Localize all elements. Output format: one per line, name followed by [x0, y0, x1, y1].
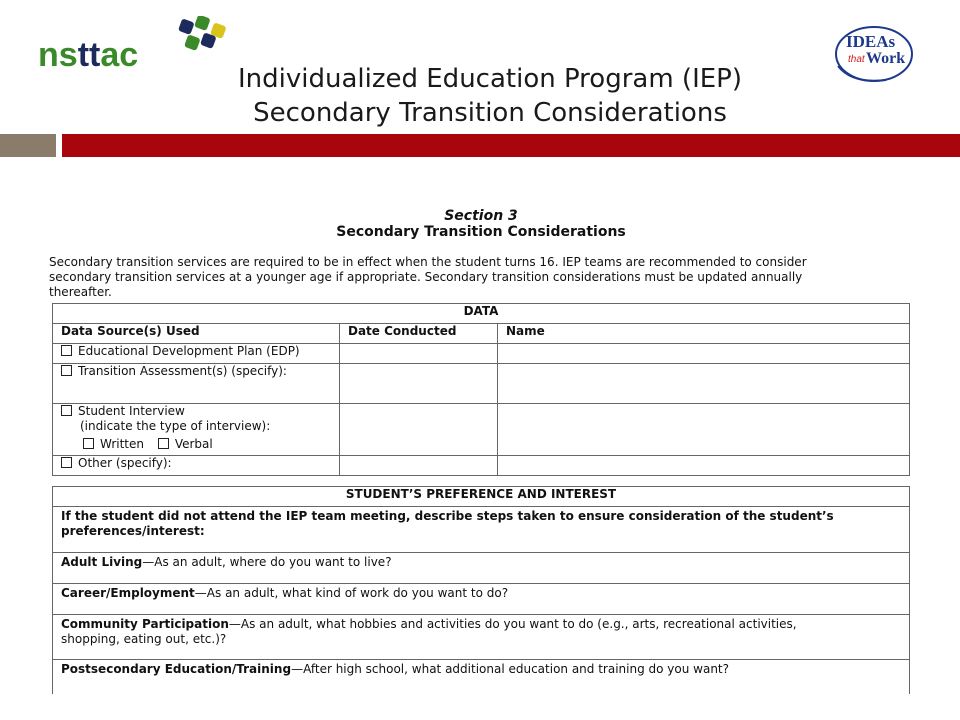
career-cell [53, 584, 910, 615]
section-intro [49, 255, 869, 300]
transition-label: Transition Assessment(s) (specify): [78, 364, 287, 378]
nsttac-logo-dots-icon [172, 16, 236, 52]
postsecondary-question: —After high school, what additional education and training do you want? [291, 662, 730, 676]
date-cell-other[interactable] [340, 456, 498, 476]
nsttac-logo [38, 38, 138, 72]
header-gray-bar [0, 134, 56, 157]
section-heading [52, 208, 910, 240]
preference-table [52, 486, 910, 694]
table-row[interactable] [53, 507, 910, 553]
table-row [53, 344, 910, 364]
interview-sub-label: (indicate the type of interview): [80, 419, 271, 433]
table-row[interactable] [53, 615, 910, 660]
postsecondary-cell [53, 660, 910, 694]
source-cell-transition [53, 364, 340, 404]
checkbox-transition-assessment[interactable] [61, 365, 72, 376]
source-cell-edp [53, 344, 340, 364]
edp-label: Educational Development Plan (EDP) [78, 344, 300, 358]
checkbox-student-interview[interactable] [61, 405, 72, 416]
table-row[interactable] [53, 553, 910, 584]
checkbox-verbal[interactable] [158, 438, 169, 449]
name-cell-transition[interactable] [498, 364, 910, 404]
community-cell [53, 615, 910, 660]
logo-text-part2: tt [77, 36, 101, 74]
intro-line-2: secondary transition services at a younger age if appropriate. Secondary transition considerations must be updated annually [49, 270, 803, 284]
date-cell-edp[interactable] [340, 344, 498, 364]
community-question: —As an adult, what hobbies and activities do you want to do (e.g., arts, recreational activities, [228, 617, 797, 631]
col-header-date: Date Conducted [340, 324, 498, 344]
intro-line-3: thereafter. [49, 285, 112, 299]
col-header-name: Name [498, 324, 910, 344]
title-line-1: Individualized Education Program (IEP) [238, 64, 742, 94]
preference-table-title: STUDENT’S PREFERENCE AND INTEREST [53, 487, 910, 507]
date-cell-interview[interactable] [340, 404, 498, 456]
logo-that-text: that [848, 54, 865, 65]
checkbox-edp[interactable] [61, 345, 72, 356]
adult-living-question: —As an adult, where do you want to live? [142, 555, 392, 569]
written-label: Written [100, 437, 144, 451]
verbal-label: Verbal [174, 437, 213, 451]
table-row[interactable] [53, 660, 910, 694]
col-header-source: Data Source(s) Used [53, 324, 340, 344]
section-title: Secondary Transition Considerations [336, 224, 626, 240]
iep-document [49, 208, 910, 676]
name-cell-interview[interactable] [498, 404, 910, 456]
page-title [180, 62, 800, 130]
title-line-2: Secondary Transition Considerations [253, 98, 727, 128]
header-red-bar [62, 134, 960, 157]
not-attend-line-1: If the student did not attend the IEP team meeting, describe steps taken to ensure consideration of the student’s [61, 509, 834, 523]
interview-label: Student Interview [78, 404, 185, 418]
ideas-that-work-logo [832, 22, 916, 86]
logo-text-part1: ns [38, 36, 78, 74]
logo-work-text: Work [866, 50, 906, 67]
source-cell-interview [53, 404, 340, 456]
career-label: Career/Employment [61, 586, 195, 600]
data-table-title: DATA [53, 304, 910, 324]
table-row [53, 364, 910, 404]
table-row [53, 404, 910, 456]
community-question-2: shopping, eating out, etc.)? [61, 632, 227, 646]
data-table [52, 303, 910, 476]
logo-text-part3: ac [100, 36, 139, 74]
checkbox-written[interactable] [83, 438, 94, 449]
postsecondary-label: Postsecondary Education/Training [61, 662, 292, 676]
not-attend-line-2: preferences/interest: [61, 524, 205, 538]
name-cell-edp[interactable] [498, 344, 910, 364]
table-row[interactable] [53, 584, 910, 615]
community-label: Community Participation [61, 617, 229, 631]
adult-living-label: Adult Living [61, 555, 143, 569]
adult-living-cell [53, 553, 910, 584]
intro-line-1: Secondary transition services are required to be in effect when the student turns 16. IEP teams are recommended to consider [49, 255, 807, 269]
source-cell-other [53, 456, 340, 476]
career-question: —As an adult, what kind of work do you want to do? [194, 586, 509, 600]
section-number: Section 3 [444, 208, 518, 224]
table-row [53, 456, 910, 476]
checkbox-other[interactable] [61, 457, 72, 468]
other-label: Other (specify): [78, 456, 172, 470]
name-cell-other[interactable] [498, 456, 910, 476]
date-cell-transition[interactable] [340, 364, 498, 404]
logo-ideas-text: IDEAs [846, 32, 896, 51]
not-attend-cell [53, 507, 910, 553]
